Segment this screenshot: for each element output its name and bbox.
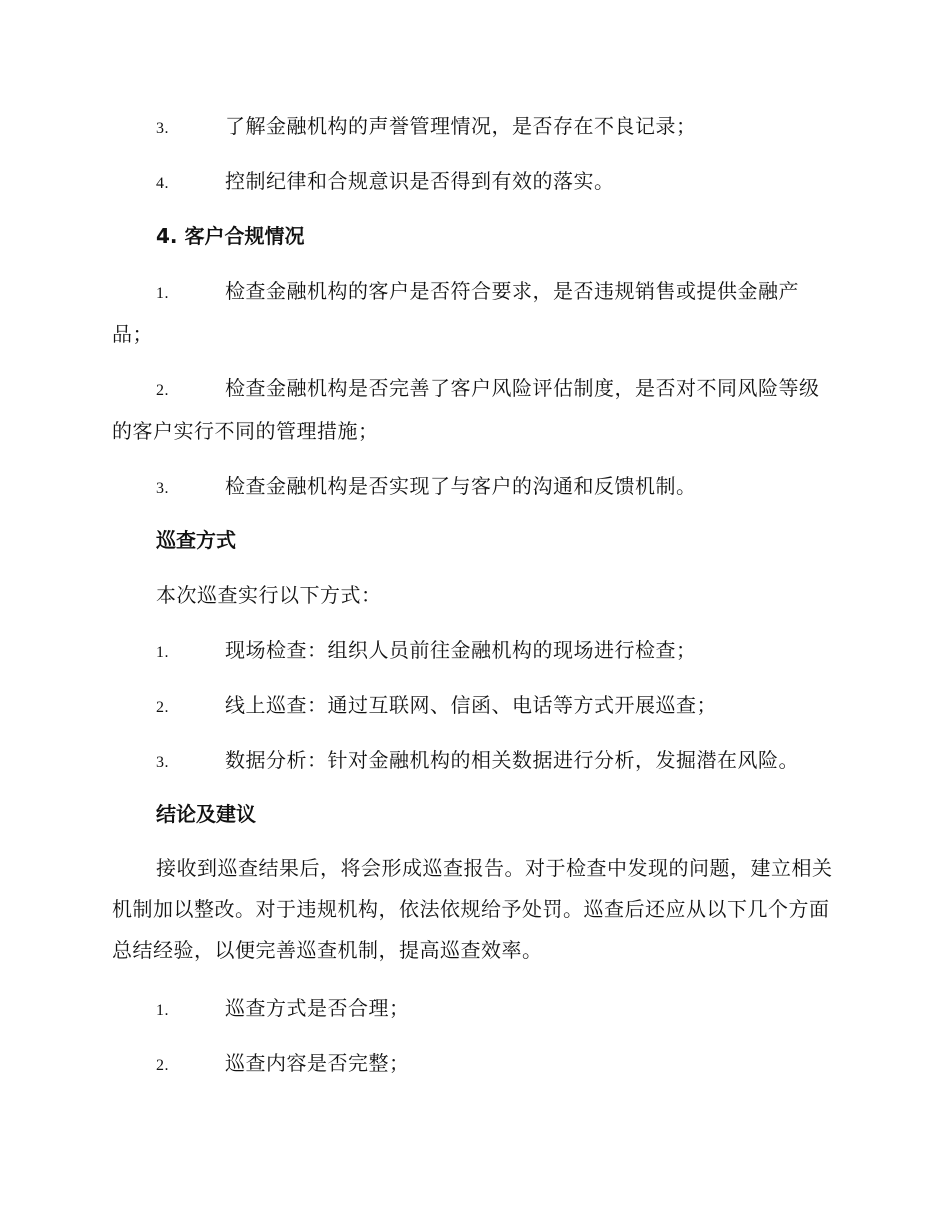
list-item	[112, 1043, 836, 1086]
list-item	[112, 630, 836, 673]
list-text: 现场检查：组织人员前往金融机构的现场进行检查；	[225, 638, 697, 662]
list-text: 巡查方式是否合理；	[225, 996, 410, 1020]
list-item	[112, 368, 836, 452]
list-text: 巡查内容是否完整；	[225, 1051, 410, 1075]
list-number: 2.	[156, 382, 169, 399]
method-intro: 本次巡查实行以下方式：	[156, 583, 382, 607]
conclusion-paragraph: 接收到巡查结果后，将会形成巡查报告。对于检查中发现的问题，建立相关机制加以整改。对于违规机构，依法依规给予处罚。巡查后还应从以下几个方面总结经验，以便完善巡查机制，提高巡查效率。	[112, 856, 833, 962]
list-number: 3.	[156, 480, 169, 497]
section-heading-conclusion: 结论及建议	[156, 802, 256, 826]
list-item	[112, 106, 836, 149]
list-text: 检查金融机构的客户是否符合要求，是否违规销售或提供金融产品；	[112, 279, 799, 346]
list-number: 1.	[156, 285, 169, 302]
list-text: 控制纪律和合规意识是否得到有效的落实。	[225, 169, 615, 193]
list-item	[112, 740, 836, 783]
list-number: 3.	[156, 754, 169, 771]
list-text: 线上巡查：通过互联网、信函、电话等方式开展巡查；	[225, 693, 717, 717]
list-number: 4.	[156, 175, 169, 192]
list-number: 2.	[156, 699, 169, 716]
list-item	[112, 271, 836, 355]
list-item	[112, 988, 836, 1031]
list-item	[112, 161, 836, 204]
list-text: 检查金融机构是否实现了与客户的沟通和反馈机制。	[225, 474, 697, 498]
list-number: 3.	[156, 120, 169, 137]
section-heading-method: 巡查方式	[156, 528, 236, 552]
list-text: 了解金融机构的声誉管理情况，是否存在不良记录；	[225, 114, 697, 138]
list-text: 数据分析：针对金融机构的相关数据进行分析，发掘潜在风险。	[225, 748, 799, 772]
list-item	[112, 685, 836, 728]
list-item	[112, 466, 836, 509]
list-number: 1.	[156, 644, 169, 661]
list-number: 1.	[156, 1002, 169, 1019]
list-number: 2.	[156, 1057, 169, 1074]
section-heading-customer: 4. 客户合规情况	[156, 224, 305, 248]
list-text: 检查金融机构是否完善了客户风险评估制度，是否对不同风险等级的客户实行不同的管理措施；	[112, 376, 820, 443]
